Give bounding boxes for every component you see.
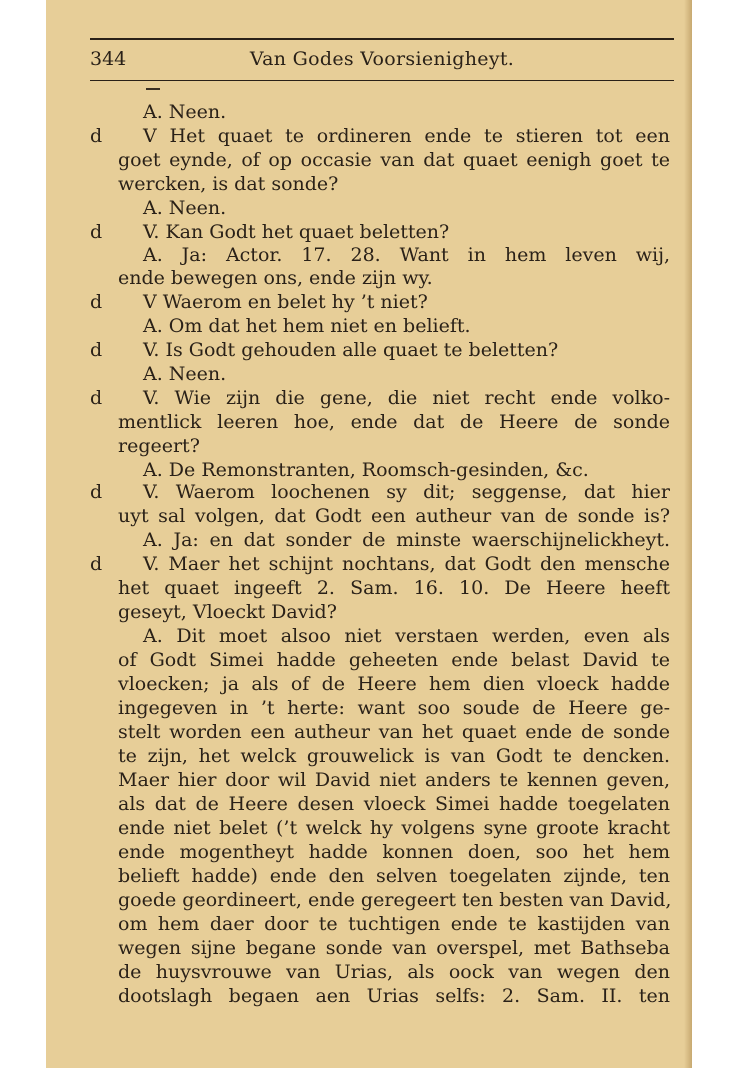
margin-marker: d	[90, 291, 103, 313]
text-line: V Waerom en belet hy ’t niet?	[143, 291, 428, 313]
page-edge-shadow	[684, 0, 692, 1068]
margin-marker: d	[90, 339, 103, 361]
text-line: vloecken; ja als of de Heere hem dien vloeck hadde	[118, 673, 670, 695]
text-line: te zijn, het welck grouwelick is van Godt te dencken.	[118, 745, 670, 767]
text-line: wercken, is dat sonde?	[118, 173, 339, 195]
text-line: Maer hier door wil David niet anders te kennen geven,	[118, 769, 670, 791]
text-line: goede geordineert, ende geregeert ten besten van David,	[118, 889, 672, 911]
book-page	[46, 0, 692, 1068]
text-line: goet eynde, of op occasie van dat quaet eenigh goet te	[118, 149, 670, 171]
page-number: 344	[90, 48, 127, 70]
margin-marker: d	[90, 125, 103, 147]
text-line: V. Is Godt gehouden alle quaet te beletten?	[143, 339, 559, 361]
text-line: dootslagh begaen aen Urias selfs: 2. Sam. II. ten	[118, 985, 670, 1007]
text-line: de huysvrouwe van Urias, als oock van wegen den	[118, 961, 670, 983]
margin-marker: d	[90, 221, 103, 243]
running-head: Van Godes Voorsienigheyt.	[249, 48, 515, 70]
text-line: ende bewegen ons, ende zijn wy.	[118, 267, 433, 289]
text-line: belieft hadde) ende den selven toegelaten zijnde, ten	[118, 865, 670, 887]
header-rule-top	[90, 38, 674, 40]
text-line: het quaet ingeeft 2. Sam. 16. 10. De Heere heeft	[118, 577, 670, 599]
text-line: A. De Remonstranten, Roomsch-gesinden, &c.	[143, 459, 589, 481]
text-line: ende mogentheyt hadde konnen doen, soo het hem	[118, 841, 670, 863]
text-line: geseyt, Vloeckt David?	[118, 601, 337, 623]
text-line: regeert?	[118, 435, 200, 457]
text-line: V. Maer het schijnt nochtans, dat Godt den mensche	[143, 553, 670, 575]
text-line: A. Dit moet alsoo niet verstaen werden, even als	[143, 625, 670, 647]
text-line: V. Waerom loochenen sy dit; seggense, dat hier	[143, 481, 670, 503]
text-line: mentlick leeren hoe, ende dat de Heere de sonde	[118, 411, 670, 433]
text-line: ingegeven in ’t herte: want soo soude de Heere ge-	[118, 697, 670, 719]
dash-mark	[146, 88, 160, 90]
header-rule-bottom	[90, 80, 674, 81]
text-line: ende niet belet (’t welck hy volgens syne groote kracht	[118, 817, 670, 839]
text-line: V Het quaet te ordineren ende te stieren tot een	[143, 125, 670, 147]
text-line: A. Ja: Actor. 17. 28. Want in hem leven wij,	[143, 244, 670, 266]
text-line: stelt worden een autheur van het quaet ende de sonde	[118, 721, 670, 743]
text-line: A. Ja: en dat sonder de minste waerschijnelickheyt.	[143, 529, 670, 551]
margin-marker: d	[90, 387, 103, 409]
text-line: wegen sijne begane sonde van overspel, met Bathseba	[118, 937, 670, 959]
text-line: A. Om dat het hem niet en belieft.	[143, 315, 471, 337]
text-line: V. Wie zijn die gene, die niet recht ende volko-	[143, 387, 670, 409]
text-line: als dat de Heere desen vloeck Simei hadde toegelaten	[118, 793, 670, 815]
text-line: om hem daer door te tuchtigen ende te kastijden van	[118, 913, 670, 935]
margin-marker: d	[90, 553, 103, 575]
text-line: A. Neen.	[143, 197, 227, 219]
margin-marker: d	[90, 481, 103, 503]
text-line: A. Neen.	[143, 101, 227, 123]
text-line: A. Neen.	[143, 363, 227, 385]
text-line: V. Kan Godt het quaet beletten?	[143, 221, 450, 243]
text-line: uyt sal volgen, dat Godt een autheur van de sonde is?	[118, 505, 670, 527]
text-line: of Godt Simei hadde geheeten ende belast David te	[118, 649, 670, 671]
